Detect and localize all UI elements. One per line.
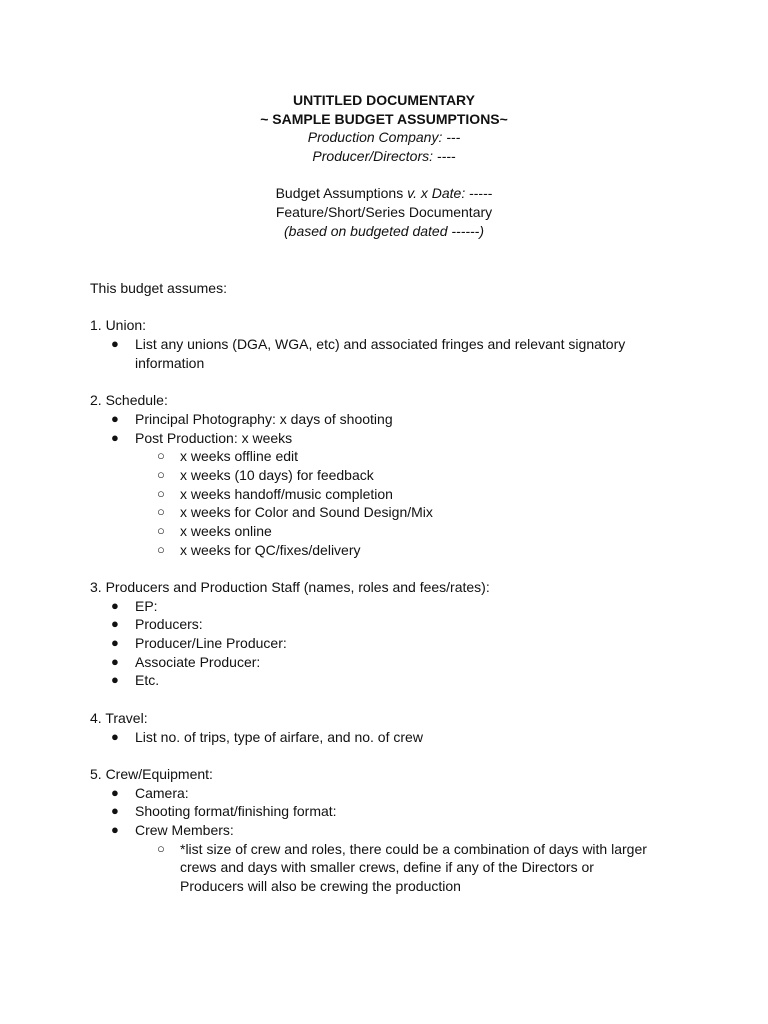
list-item-text: List any unions (DGA, WGA, etc) and associated fringes and relevant signatory information bbox=[135, 336, 626, 371]
sub-list-item-text: x weeks (10 days) for feedback bbox=[180, 466, 374, 483]
bullet-icon: ● bbox=[111, 616, 119, 632]
list-item-text: EP: bbox=[135, 597, 158, 614]
list-item-text: Producers: bbox=[135, 616, 203, 633]
intro-text: This budget assumes: bbox=[90, 280, 227, 296]
hollow-bullet-icon: ○ bbox=[157, 522, 165, 538]
based-on-budget: (based on budgeted dated ------) bbox=[284, 222, 484, 239]
list-item bbox=[90, 728, 690, 747]
hollow-bullet-icon: ○ bbox=[157, 485, 165, 501]
bullet-icon: ● bbox=[111, 336, 119, 352]
hollow-bullet-icon: ○ bbox=[157, 466, 165, 482]
section-heading-producers: 3. Producers and Production Staff (names, roles and fees/rates): bbox=[90, 579, 490, 596]
bullet-icon: ● bbox=[111, 821, 119, 837]
budget-assumptions-line bbox=[0, 184, 768, 203]
bullet-icon: ● bbox=[111, 429, 119, 445]
list-item-text: Etc. bbox=[135, 672, 160, 689]
sub-list-item-text: x weeks offline edit bbox=[180, 448, 299, 465]
bullet-icon: ● bbox=[111, 653, 119, 669]
section-heading-schedule: 2. Schedule: bbox=[90, 392, 168, 409]
list-item bbox=[90, 615, 690, 634]
bullet-icon: ● bbox=[111, 784, 119, 800]
section-heading-union: 1. Union: bbox=[90, 317, 147, 334]
budget-version: v. x bbox=[407, 185, 428, 202]
date-label: Date: bbox=[427, 185, 466, 202]
list-item bbox=[90, 634, 690, 653]
sub-list-item-text: x weeks handoff/music completion bbox=[180, 485, 393, 502]
hollow-bullet-icon: ○ bbox=[157, 448, 165, 464]
date-value: ----- bbox=[465, 185, 493, 202]
sub-list-item-text: x weeks for QC/fixes/delivery bbox=[180, 541, 361, 558]
documentary-format: Feature/Short/Series Documentary bbox=[275, 204, 493, 221]
hollow-bullet-icon: ○ bbox=[157, 504, 165, 520]
list-item-text: Associate Producer: bbox=[135, 653, 261, 670]
budget-assumptions-label: Budget Assumptions bbox=[275, 185, 408, 202]
sub-list-item bbox=[90, 447, 690, 466]
sub-list-item bbox=[90, 485, 690, 504]
list-item bbox=[90, 429, 690, 448]
hollow-bullet-icon: ○ bbox=[157, 541, 165, 557]
bullet-icon: ● bbox=[111, 597, 119, 613]
bullet-icon: ● bbox=[111, 410, 119, 426]
section-heading-travel: 4. Travel: bbox=[90, 709, 148, 726]
hollow-bullet-icon: ○ bbox=[157, 840, 165, 856]
list-item bbox=[90, 335, 690, 372]
sub-list-item bbox=[90, 541, 690, 560]
document-title: UNTITLED DOCUMENTARY bbox=[293, 92, 475, 108]
bullet-icon: ● bbox=[111, 672, 119, 688]
document-body bbox=[90, 279, 690, 896]
sub-list-item bbox=[90, 466, 690, 485]
document-header bbox=[0, 91, 768, 241]
sub-list-item bbox=[90, 522, 690, 541]
sub-list-item-text: *list size of crew and roles, there could be a combination of days with larger crews and days with smaller crews, define if any of the Directors or Producers will also be crewing the production bbox=[180, 840, 647, 895]
section-heading-crew: 5. Crew/Equipment: bbox=[90, 765, 213, 782]
bullet-icon: ● bbox=[111, 635, 119, 651]
list-item bbox=[90, 671, 690, 690]
list-item bbox=[90, 597, 690, 616]
list-item-text: Crew Members: bbox=[135, 821, 234, 838]
list-item-text: Shooting format/finishing format: bbox=[135, 803, 337, 820]
sub-list-item bbox=[90, 840, 658, 896]
list-item-text: Producer/Line Producer: bbox=[135, 635, 287, 652]
bullet-icon: ● bbox=[111, 803, 119, 819]
list-item bbox=[90, 784, 690, 803]
producer-directors: Producer/Directors: ---- bbox=[312, 148, 456, 165]
bullet-icon: ● bbox=[111, 728, 119, 744]
list-item bbox=[90, 821, 690, 840]
production-company: Production Company: --- bbox=[307, 129, 461, 146]
list-item-text: Camera: bbox=[135, 784, 189, 801]
list-item-text: List no. of trips, type of airfare, and no. of crew bbox=[135, 728, 423, 745]
sub-list-item-text: x weeks for Color and Sound Design/Mix bbox=[180, 504, 433, 521]
list-item-text: Post Production: x weeks bbox=[135, 429, 293, 446]
list-item bbox=[90, 802, 690, 821]
list-item-text: Principal Photography: x days of shooting bbox=[135, 410, 393, 427]
sub-list-item-text: x weeks online bbox=[180, 522, 272, 539]
document-subtitle: ~ SAMPLE BUDGET ASSUMPTIONS~ bbox=[260, 110, 508, 127]
list-item bbox=[90, 410, 690, 429]
sub-list-item bbox=[90, 503, 690, 522]
header-spacer bbox=[0, 166, 768, 185]
list-item bbox=[90, 653, 690, 672]
